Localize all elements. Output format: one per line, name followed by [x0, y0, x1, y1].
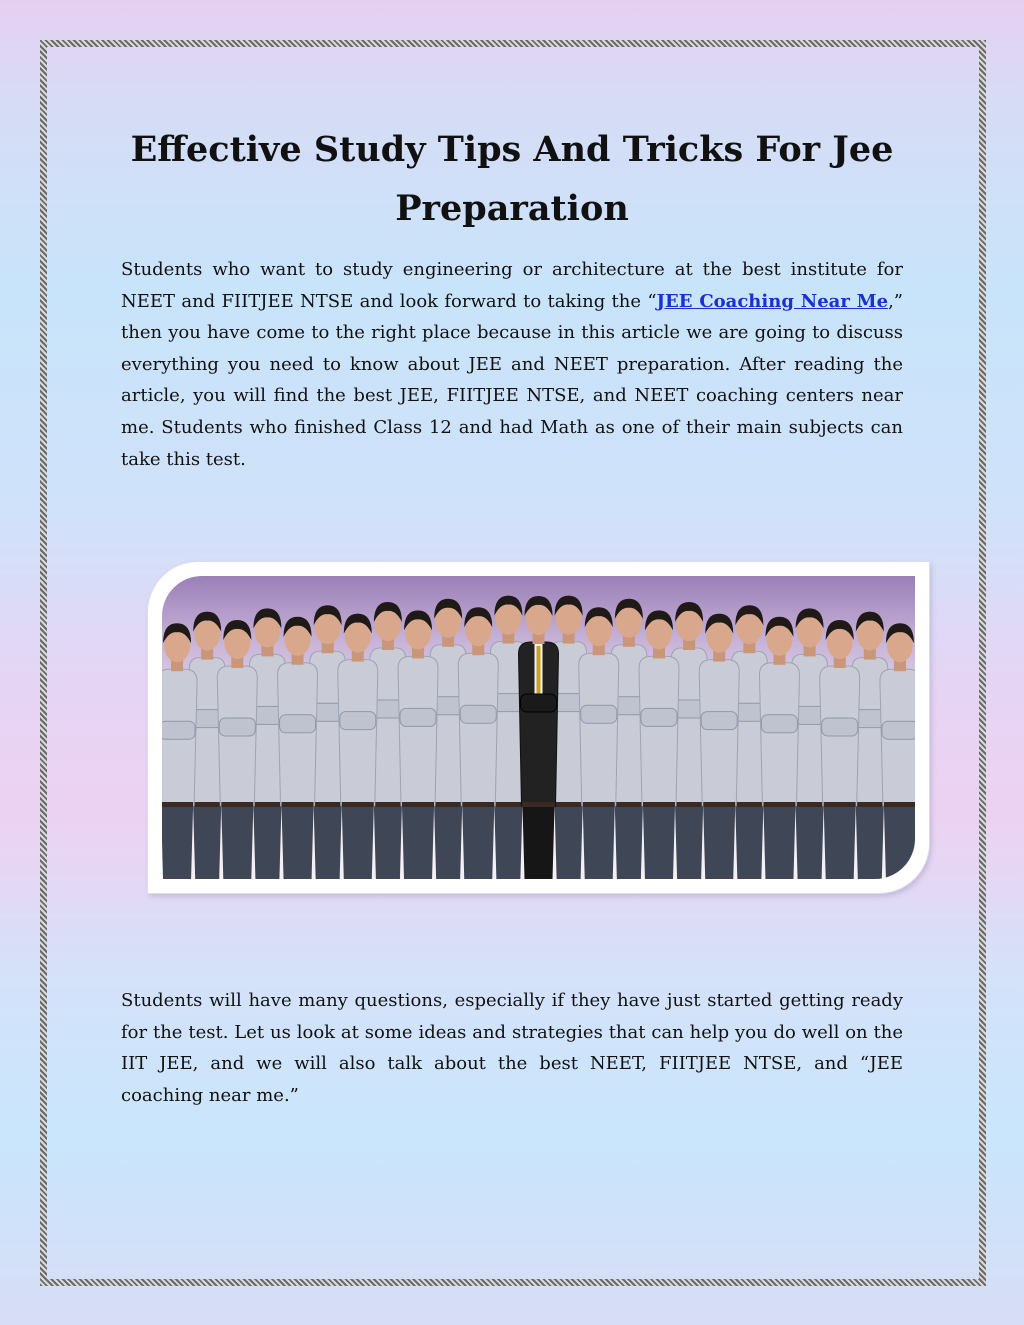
- crossed-arms: [822, 718, 858, 736]
- belt: [735, 802, 763, 807]
- belt: [583, 802, 615, 807]
- belt: [462, 802, 494, 807]
- trousers: [824, 807, 856, 879]
- uniform-shirt: [398, 656, 438, 806]
- belt: [374, 802, 402, 807]
- crossed-arms: [641, 708, 677, 726]
- second-paragraph: Students will have many questions, especially if they have just started getting ready for the test. Let us look at some ideas and strategies that can help you do well on the IIT JEE, and we will also talk about the best NEET, FIITJEE NTSE, and “JEE coaching near me.”: [121, 990, 903, 1106]
- crossed-arms: [521, 694, 557, 712]
- crossed-arms: [340, 712, 376, 730]
- belt: [221, 802, 253, 807]
- intro-paragraph: [121, 254, 903, 475]
- trousers: [523, 807, 555, 879]
- belt: [342, 802, 374, 807]
- trousers: [615, 807, 643, 879]
- trousers: [555, 807, 583, 879]
- trousers: [884, 807, 915, 879]
- belt: [402, 802, 434, 807]
- trousers: [402, 807, 434, 879]
- trousers: [494, 807, 522, 879]
- belt: [643, 802, 675, 807]
- photo-frame: [148, 562, 929, 893]
- belt: [282, 802, 314, 807]
- trousers: [735, 807, 763, 879]
- trousers: [221, 807, 253, 879]
- crossed-arms: [581, 705, 617, 723]
- trousers: [796, 807, 824, 879]
- belt: [314, 802, 342, 807]
- trousers: [675, 807, 703, 879]
- trousers: [643, 807, 675, 879]
- crossed-arms: [280, 715, 316, 733]
- belt: [796, 802, 824, 807]
- trousers: [193, 807, 221, 879]
- uniform-shirt: [639, 656, 679, 806]
- crossed-arms: [761, 715, 797, 733]
- intro-text-end: ,” then you have come to the right place because in this article we are going to discuss everything you need to know about JEE and NEET preparation. After reading the article, you will find the best JEE, FIITJEE NTSE, and NEET coaching centers near me. Students who finished Class 12 and had Math as one of their main subjects can take this test.: [121, 290, 903, 470]
- uniform-shirt: [458, 653, 498, 806]
- crossed-arms: [701, 712, 737, 730]
- article-title: Effective Study Tips And Tricks For Jee Preparation: [130, 129, 894, 229]
- belt: [253, 802, 281, 807]
- trousers: [162, 807, 193, 879]
- crossed-arms: [882, 721, 915, 739]
- uniform-shirt: [759, 663, 799, 806]
- belt: [824, 802, 856, 807]
- uniform-shirt: [338, 660, 378, 806]
- trousers: [253, 807, 281, 879]
- belt: [494, 802, 522, 807]
- belt: [763, 802, 795, 807]
- teacher-figure: [519, 596, 559, 879]
- students-group-illustration: [162, 576, 915, 879]
- uniform-shirt: [579, 653, 619, 806]
- crossed-arms: [219, 718, 255, 736]
- trousers: [434, 807, 462, 879]
- belt: [615, 802, 643, 807]
- uniform-shirt: [699, 660, 739, 806]
- belt: [856, 802, 884, 807]
- crossed-arms: [400, 708, 436, 726]
- trousers: [282, 807, 314, 879]
- crossed-arms: [460, 705, 496, 723]
- trousers: [583, 807, 615, 879]
- trousers: [856, 807, 884, 879]
- belt: [434, 802, 462, 807]
- belt: [162, 802, 193, 807]
- belt: [523, 802, 555, 807]
- trousers: [462, 807, 494, 879]
- students-group-photo: [162, 576, 915, 879]
- trousers: [374, 807, 402, 879]
- trousers: [763, 807, 795, 879]
- belt: [193, 802, 221, 807]
- belt: [703, 802, 735, 807]
- uniform-shirt: [278, 663, 318, 806]
- jee-coaching-link[interactable]: JEE Coaching Near Me: [656, 290, 889, 312]
- belt: [675, 802, 703, 807]
- intro-text-start: Students who want to study engineering or architecture at the best institute for NEET and FIITJEE NTSE and look forward to taking the “: [121, 259, 903, 312]
- crossed-arms: [162, 721, 195, 739]
- trousers: [342, 807, 374, 879]
- trousers: [314, 807, 342, 879]
- belt: [555, 802, 583, 807]
- trousers: [703, 807, 735, 879]
- belt: [884, 802, 915, 807]
